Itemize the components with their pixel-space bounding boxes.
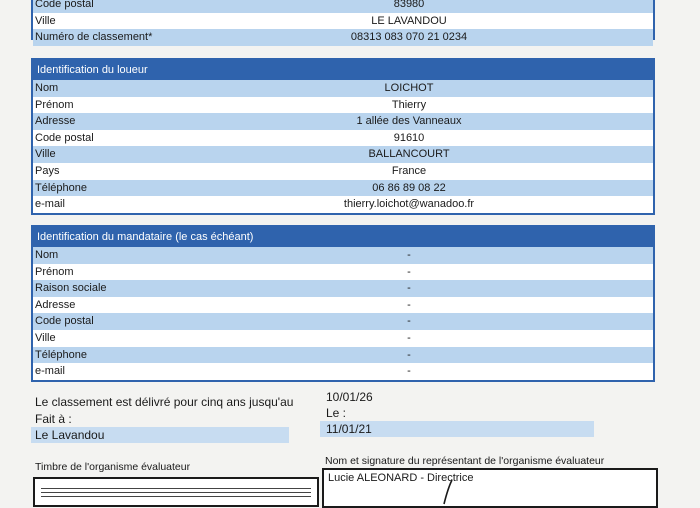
row-label: Ville (35, 148, 56, 161)
table-row (33, 264, 653, 281)
table-row (33, 180, 653, 197)
row-value: - (407, 265, 411, 278)
delivered-text: Le classement est délivré pour cinq ans jusqu'au (35, 395, 294, 409)
row-value: LOICHOT (384, 82, 434, 94)
row-label: Téléphone (35, 348, 87, 361)
row-value: - (407, 249, 411, 261)
row-value: 06 86 89 08 22 (372, 181, 446, 194)
table-row (33, 297, 653, 314)
row-label: Ville (35, 14, 56, 27)
rep-label: Nom et signature du représentant de l'organisme évaluateur (325, 455, 605, 467)
row-value: LE LAVANDOU (371, 14, 447, 27)
stamp-line (41, 496, 311, 497)
row-value: thierry.loichot@wanadoo.fr (343, 198, 475, 211)
row-value: - (407, 282, 411, 295)
row-label: Ville (35, 331, 56, 344)
row-label: Adresse (35, 115, 76, 128)
loueur-table (31, 58, 655, 215)
fait-a-label: Fait à : (35, 412, 72, 426)
loueur-title: Identification du loueur (33, 60, 653, 80)
row-value: 91610 (393, 131, 425, 144)
stamp-line (41, 488, 311, 489)
row-label: Code postal (35, 315, 94, 328)
table-row (33, 113, 653, 130)
stamp-line (41, 492, 311, 493)
table-row (33, 313, 653, 330)
row-value: 1 allée des Vanneaux (356, 115, 462, 128)
row-value: BALLANCOURT (368, 148, 450, 161)
row-label: Pays (35, 164, 60, 177)
le-label: Le : (326, 406, 347, 420)
table-row (33, 347, 653, 364)
table-row (33, 97, 653, 114)
table-row (33, 146, 653, 163)
row-label: Raison sociale (35, 282, 107, 295)
row-value: - (407, 365, 411, 378)
mandataire-title: Identification du mandataire (le cas échéant) (33, 227, 653, 247)
table-row (33, 13, 653, 30)
row-label: e-mail (35, 365, 65, 378)
table-row (33, 247, 653, 264)
row-label: e-mail (35, 198, 65, 211)
table-row (33, 330, 653, 347)
table-row (33, 29, 653, 46)
row-label: Prénom (35, 265, 74, 278)
table-row (33, 280, 653, 297)
row-label: Prénom (35, 98, 74, 111)
row-value: France (391, 164, 427, 177)
mandataire-table (31, 225, 655, 382)
row-value: 83980 (393, 0, 425, 10)
row-label: Adresse (35, 298, 76, 311)
row-value: - (407, 331, 411, 344)
row-value: Thierry (391, 98, 427, 111)
row-label: Code postal (35, 0, 94, 10)
table-row (33, 80, 653, 97)
classification-table (31, 0, 655, 44)
signature-box (322, 468, 658, 508)
row-value: 08313 083 070 21 0234 (350, 31, 468, 44)
stamp-box (33, 477, 319, 507)
until-date: 10/01/26 (326, 390, 373, 404)
table-row (33, 163, 653, 180)
row-label: Code postal (35, 131, 94, 144)
table-row (33, 196, 653, 213)
place-value: Le Lavandou (35, 428, 105, 442)
row-value: - (407, 298, 411, 311)
row-label: Nom (35, 249, 59, 261)
row-value: - (407, 315, 411, 328)
row-label: Téléphone (35, 181, 87, 194)
stamp-label: Timbre de l'organisme évaluateur (35, 461, 191, 473)
row-value: - (407, 348, 411, 361)
date-value: 11/01/21 (326, 422, 372, 436)
table-row (33, 0, 653, 13)
table-row (33, 363, 653, 380)
row-label: Nom (35, 82, 59, 94)
signature-stroke-icon (438, 478, 458, 508)
row-label: Numéro de classement* (35, 31, 153, 44)
table-row (33, 130, 653, 147)
rep-name: Lucie ALEONARD - Directrice (328, 472, 474, 484)
